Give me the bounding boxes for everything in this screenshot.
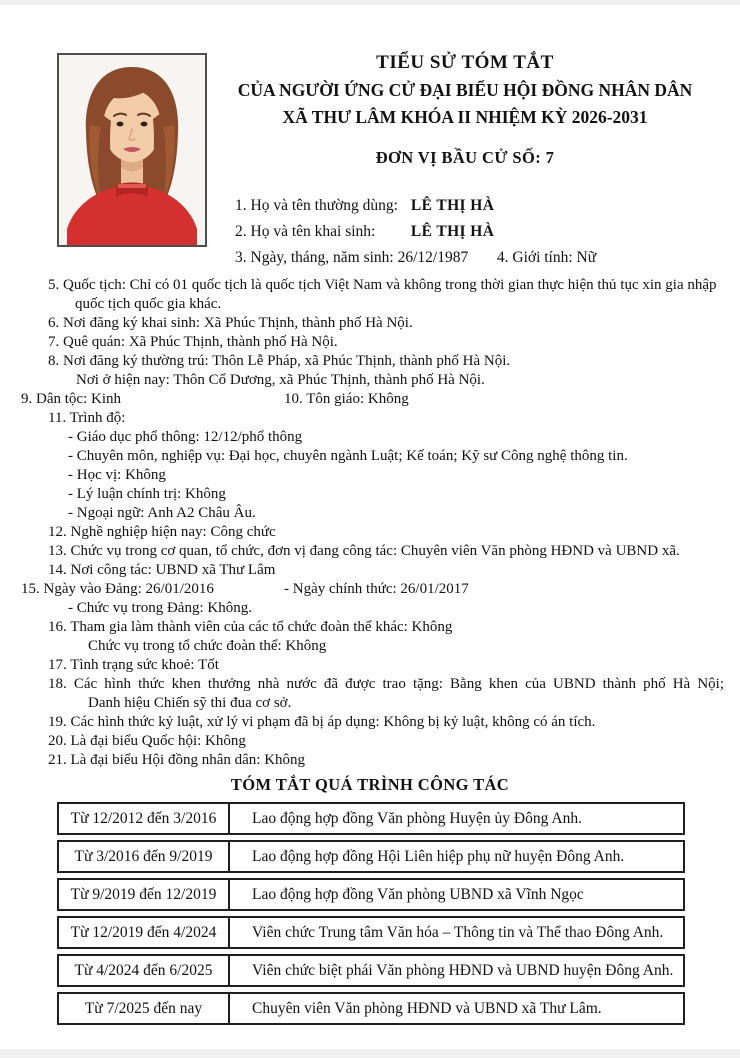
birth-name-label: 2. Họ và tên khai sinh:	[235, 223, 376, 240]
detail-line: - Chuyên môn, nghiệp vụ: Đại học, chuyên ngành Luật; Kế toán; Kỹ sư Công nghệ thông tin.	[68, 448, 628, 464]
work-history-row	[57, 916, 685, 949]
work-history-row	[57, 954, 685, 987]
document-title: TIỂU SỬ TÓM TẮT	[376, 52, 554, 73]
detail-col-left: 9. Dân tộc: Kinh	[21, 391, 121, 407]
detail-line: - Học vị: Không	[68, 467, 166, 483]
work-history-row	[57, 992, 685, 1025]
detail-line: Danh hiệu Chiến sỹ thi đua cơ sở.	[88, 695, 292, 711]
header-section	[0, 5, 740, 268]
detail-col-right: 10. Tôn giáo: Không	[284, 391, 409, 407]
work-position-cell: Lao động hợp đồng Văn phòng UBND xã Vĩnh Ngọc	[252, 885, 584, 903]
work-period-cell: Từ 12/2019 đến 4/2024	[59, 918, 230, 947]
work-position-cell: Viên chức biệt phái Văn phòng HĐND và UBND huyện Đông Anh.	[252, 961, 674, 979]
identity-block	[235, 193, 735, 271]
identity-line-2	[235, 219, 735, 245]
detail-line: 7. Quê quán: Xã Phúc Thịnh, thành phố Hà Nội.	[48, 334, 338, 350]
detail-line: 18. Các hình thức khen thưởng nhà nước đã được trao tặng: Bằng khen của UBND thành phố Hà Nội;	[48, 676, 724, 692]
detail-line: - Giáo dục phổ thông: 12/12/phổ thông	[68, 429, 303, 445]
work-position-cell: Lao động hợp đồng Hội Liên hiệp phụ nữ huyện Đông Anh.	[252, 847, 625, 865]
work-period-cell: Từ 4/2024 đến 6/2025	[59, 956, 230, 985]
work-period-cell: Từ 12/2012 đến 3/2016	[59, 804, 230, 833]
birth-date: 3. Ngày, tháng, năm sinh: 26/12/1987	[235, 249, 469, 266]
document-subtitle-2: XÃ THƯ LÂM KHÓA II NHIỆM KỲ 2026-2031	[282, 107, 648, 127]
bottom-edge-strip	[0, 1049, 740, 1058]
identity-line-3	[235, 245, 735, 271]
detail-line: 21. Là đại biểu Hội đồng nhân dân: Không	[48, 752, 306, 768]
work-position-cell: Viên chức Trung tâm Văn hóa – Thông tin và Thể thao Đông Anh.	[252, 923, 664, 941]
detail-line	[21, 390, 724, 409]
detail-line	[21, 580, 724, 599]
detail-line: 20. Là đại biểu Quốc hội: Không	[48, 733, 246, 749]
common-name-label: 1. Họ và tên thường dùng:	[235, 197, 398, 214]
work-position-cell: Chuyên viên Văn phòng HĐND và UBND xã Thư Lâm.	[252, 999, 602, 1017]
detail-line: Nơi ở hiện nay: Thôn Cổ Dương, xã Phúc Thịnh, thành phố Hà Nội.	[76, 372, 485, 388]
work-history-title: TÓM TẮT QUÁ TRÌNH CÔNG TÁC	[230, 775, 510, 794]
details-list	[0, 276, 740, 770]
document-header	[210, 49, 720, 170]
common-name-value: LÊ THỊ HÀ	[410, 197, 495, 214]
detail-col-right: - Ngày chính thức: 26/01/2017	[284, 581, 469, 597]
detail-line: 19. Các hình thức kỷ luật, xử lý vi phạm đã bị áp dụng: Không bị kỷ luật, không có án tích.	[48, 714, 596, 730]
detail-line: 14. Nơi công tác: UBND xã Thư Lâm	[48, 562, 276, 578]
detail-line: 12. Nghề nghiệp hiện nay: Công chức	[48, 524, 276, 540]
work-position-cell: Lao động hợp đồng Văn phòng Huyện ủy Đông Anh.	[252, 809, 582, 827]
detail-line: 5. Quốc tịch: Chỉ có 01 quốc tịch là quốc tịch Việt Nam và không trong thời gian thực hiện thủ tục xin gia nhập quốc tịch quốc gia khác.	[48, 277, 717, 312]
work-history-section	[0, 772, 740, 1030]
work-history-row	[57, 802, 685, 835]
detail-line: 16. Tham gia làm thành viên của các tổ chức đoàn thể khác: Không	[48, 619, 453, 635]
birth-name-value: LÊ THỊ HÀ	[410, 223, 495, 240]
election-unit: ĐƠN VỊ BẦU CỬ SỐ: 7	[375, 148, 555, 167]
work-history-table	[57, 802, 685, 1025]
work-period-cell: Từ 7/2025 đến nay	[59, 994, 230, 1023]
detail-line: - Ngoại ngữ: Anh A2 Châu Âu.	[68, 505, 256, 521]
work-period-cell: Từ 3/2016 đến 9/2019	[59, 842, 230, 871]
document-subtitle-1: CỦA NGƯỜI ỨNG CỬ ĐẠI BIỂU HỘI ĐỒNG NHÂN DÂN	[237, 80, 693, 100]
detail-line: 8. Nơi đăng ký thường trú: Thôn Lễ Pháp, xã Phúc Thịnh, thành phố Hà Nội.	[48, 353, 511, 369]
identity-line-1	[235, 193, 735, 219]
work-history-row	[57, 840, 685, 873]
detail-line: - Chức vụ trong Đảng: Không.	[68, 600, 252, 616]
gender: 4. Giới tính: Nữ	[496, 249, 597, 266]
detail-line: 13. Chức vụ trong cơ quan, tổ chức, đơn vị đang công tác: Chuyên viên Văn phòng HĐND và UBND xã.	[48, 543, 680, 559]
detail-line: Chức vụ trong tổ chức đoàn thể: Không	[88, 638, 327, 654]
detail-line: 11. Trình độ:	[48, 410, 126, 426]
detail-line: 6. Nơi đăng ký khai sinh: Xã Phúc Thịnh, thành phố Hà Nội.	[48, 315, 413, 331]
candidate-photo	[57, 53, 207, 247]
detail-col-left: 15. Ngày vào Đảng: 26/01/2016	[21, 581, 214, 597]
work-history-row	[57, 878, 685, 911]
portrait-photo-graphic	[59, 55, 205, 245]
work-period-cell: Từ 9/2019 đến 12/2019	[59, 880, 230, 909]
detail-line: 17. Tình trạng sức khoẻ: Tốt	[48, 657, 219, 673]
detail-line: - Lý luận chính trị: Không	[68, 486, 226, 502]
